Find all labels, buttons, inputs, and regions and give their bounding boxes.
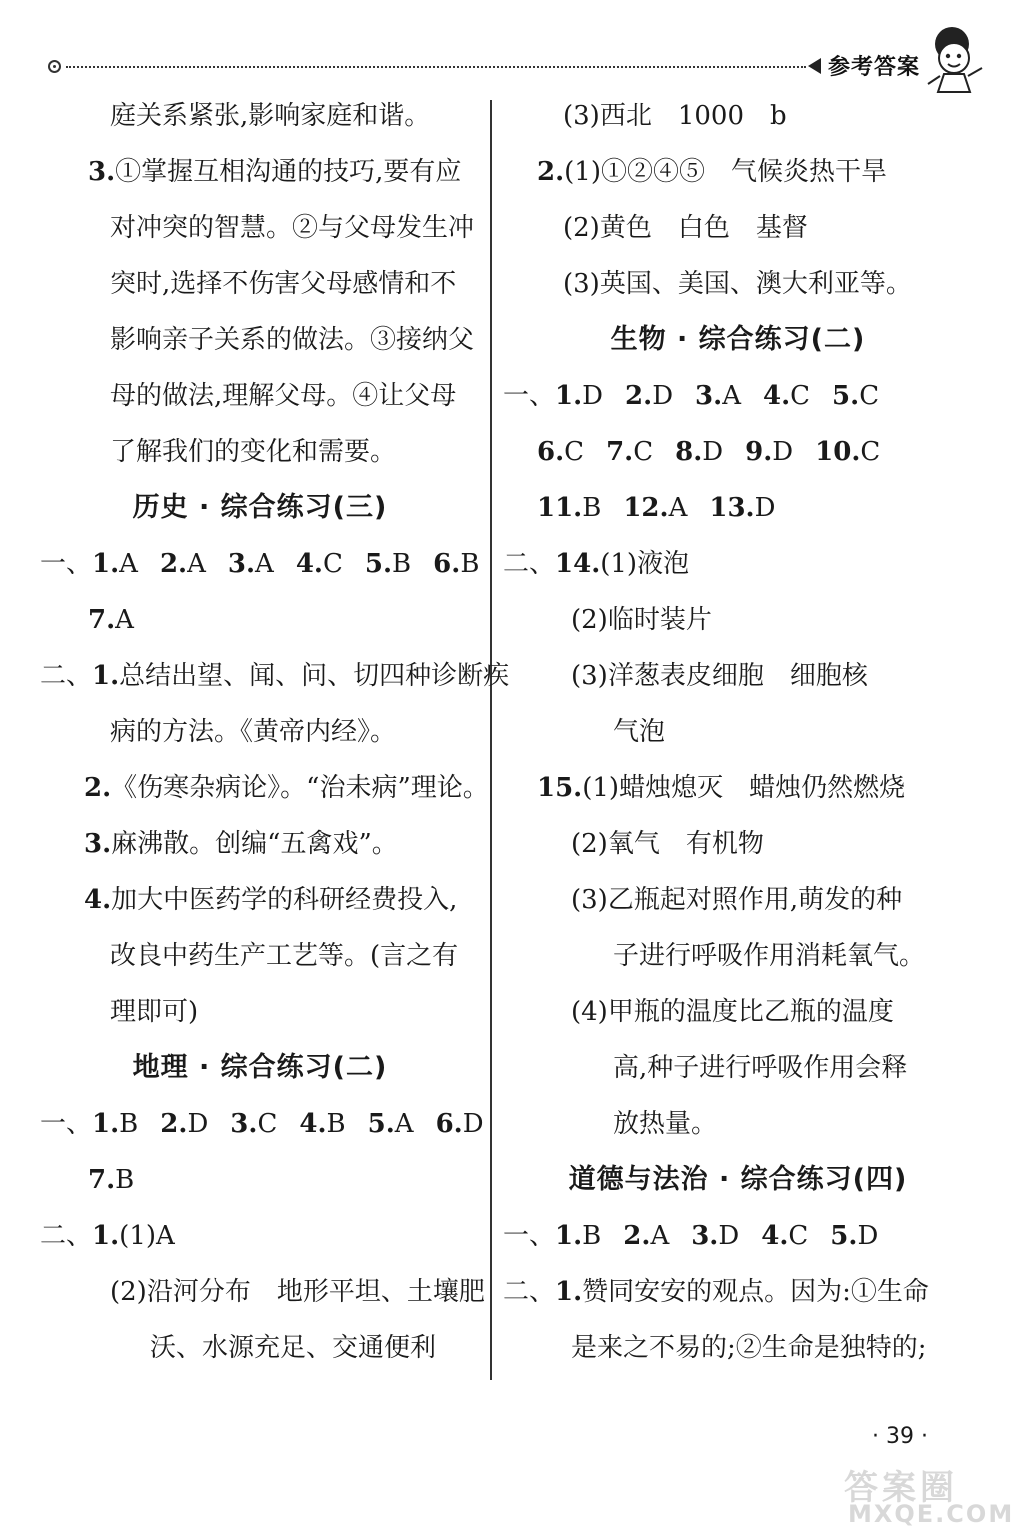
column-divider <box>490 100 492 1380</box>
answer-letter: A <box>119 549 138 579</box>
text-line: (3)西北 1000 b <box>563 101 787 131</box>
question-number: 3. <box>695 381 723 411</box>
answer-letter: B <box>392 549 412 579</box>
text-line: 对冲突的智慧。②与父母发生冲 <box>110 213 475 243</box>
answer-letter: C <box>322 549 343 579</box>
text-line: 母的做法,理解父母。④让父母 <box>110 381 457 411</box>
mc-answer <box>228 549 274 579</box>
answer-letter: B <box>582 1221 602 1251</box>
section-heading-moral-law: 道德与法治 · 综合练习(四) <box>568 1164 908 1195</box>
question-number: 6. <box>537 437 565 467</box>
question-number: 10. <box>815 437 861 467</box>
text-line: 高,种子进行呼吸作用会释 <box>613 1053 908 1083</box>
answer-letter: A <box>187 549 206 579</box>
mc-answer <box>623 1221 669 1251</box>
section-heading-history: 历史 · 综合练习(三) <box>132 492 388 523</box>
mc-answer <box>368 1109 414 1139</box>
answer-letter: B <box>460 549 480 579</box>
question-number: 4. <box>299 1109 327 1139</box>
section-heading-geography: 地理 · 综合练习(二) <box>132 1052 388 1083</box>
question-number: 13. <box>709 493 755 523</box>
mc-answer <box>763 381 810 411</box>
mc-answer <box>299 1109 345 1139</box>
mc-answer <box>537 493 601 523</box>
question-number: 5. <box>832 381 860 411</box>
page-number: · 39 · <box>872 1424 928 1449</box>
question-number: 1. <box>92 549 120 579</box>
header-dotted-rule <box>66 66 806 68</box>
mc-answer <box>296 549 343 579</box>
question-number: 3. <box>230 1109 258 1139</box>
mc-answer <box>761 1221 808 1251</box>
answer-letter: C <box>859 381 880 411</box>
mc-answer <box>745 437 793 467</box>
mc-answer <box>230 1109 277 1139</box>
answer-3: 3.①掌握互相沟通的技巧,要有应 <box>88 157 462 187</box>
text-line: 气泡 <box>613 717 666 747</box>
text-line: 了解我们的变化和需要。 <box>110 437 397 467</box>
answer-letter: D <box>652 381 674 411</box>
mc-group <box>537 493 775 523</box>
mc-answer <box>537 437 584 467</box>
biology-answer-15: 15.(1)蜡烛熄灭 蜡烛仍然燃烧 <box>537 773 906 803</box>
text-line: (2)沿河分布 地形平坦、土壤肥 <box>110 1277 485 1307</box>
mascot-icon <box>918 24 990 96</box>
header-title: 参考答案 <box>828 55 921 80</box>
text-line: 沃、水源充足、交通便利 <box>150 1333 437 1363</box>
watermark-text-top: 答案圈 <box>844 1468 958 1508</box>
history-answer-3: 3.麻沸散。创编“五禽戏”。 <box>84 829 398 859</box>
question-number: 4. <box>761 1221 789 1251</box>
text-line: (2)氧气 有机物 <box>571 829 764 859</box>
text-line: (2)黄色 白色 基督 <box>563 213 808 243</box>
biology-choice-row <box>537 424 973 480</box>
geography-choice-row <box>88 1152 480 1208</box>
question-number: 2. <box>159 549 188 579</box>
answer-letter: D <box>857 1221 879 1251</box>
text-line: 病的方法。《黄帝内经》。 <box>110 717 397 747</box>
geo-answer-2: 2.(1)①②④⑤ 气候炎热干旱 <box>537 157 887 187</box>
answer-letter: D <box>754 493 776 523</box>
answer-letter: D <box>582 381 604 411</box>
left-column <box>40 88 510 1376</box>
watermark-text-bottom: MXQE.COM <box>848 1500 1015 1528</box>
question-number: 4. <box>762 381 791 411</box>
text-line: 子进行呼吸作用消耗氧气。 <box>613 941 926 971</box>
answer-letter: C <box>790 381 811 411</box>
answer-letter: D <box>702 437 724 467</box>
question-number: 4. <box>295 549 323 579</box>
question-number: 2. <box>623 1221 651 1251</box>
moral-answer-1: 二、1.赞同安安的观点。因为:①生命 <box>503 1277 929 1307</box>
question-number: 7. <box>606 437 634 467</box>
answer-letter: A <box>115 605 134 635</box>
question-number: 5. <box>830 1221 858 1251</box>
answer-letter: A <box>668 493 688 523</box>
text-line: 改良中药生产工艺等。(言之有 <box>110 941 459 971</box>
question-number: 12. <box>623 493 669 523</box>
answer-letter: C <box>860 437 881 467</box>
answer-letter: C <box>633 437 654 467</box>
answer-letter: C <box>564 437 585 467</box>
answer-letter: A <box>722 381 741 411</box>
mc-group <box>92 1109 484 1139</box>
mc-group <box>537 437 880 467</box>
question-number: 3. <box>227 549 256 579</box>
mc-answer <box>433 549 479 579</box>
text-line: 放热量。 <box>613 1109 718 1139</box>
history-answer-2: 2.《伤寒杂病论》。“治未病”理论。 <box>84 773 489 803</box>
text-line: (2)临时装片 <box>571 605 712 635</box>
question-number: 1. <box>92 1109 120 1139</box>
mc-answer <box>88 1165 134 1195</box>
question-number: 2. <box>160 1109 188 1139</box>
answer-letter: B <box>115 1165 135 1195</box>
history-answer-1: 二、1.总结出望、闻、问、切四种诊断疾 <box>40 661 510 691</box>
history-choice-row: 一、1.A 2.A 3.A 4.C 5.B 6.B <box>40 549 480 579</box>
mc-answer <box>88 605 134 635</box>
biology-answer-14: 二、14.(1)液泡 <box>503 549 690 579</box>
mc-group <box>555 381 879 411</box>
mc-answer <box>815 437 880 467</box>
geography-answer-1: 二、1.(1)A <box>40 1221 175 1251</box>
mc-answer <box>695 381 741 411</box>
answer-letter: C <box>257 1109 278 1139</box>
answer-letter: D <box>718 1221 740 1251</box>
question-number: 1. <box>555 381 583 411</box>
question-number: 8. <box>675 437 703 467</box>
biology-choice-row: 一、1.D 2.D 3.A 4.C 5.C <box>503 381 880 411</box>
answer-letter: C <box>788 1221 809 1251</box>
text-line: 突时,选择不伤害父母感情和不 <box>110 269 457 299</box>
question-number: 2. <box>625 381 653 411</box>
mc-answer <box>832 381 879 411</box>
mc-answer <box>675 437 723 467</box>
text-line: (4)甲瓶的温度比乙瓶的温度 <box>571 997 894 1027</box>
geography-choice-row: 一、1.B 2.D 3.C 4.B 5.A 6.D <box>40 1109 484 1139</box>
mc-answer <box>606 437 653 467</box>
header-arrow-icon <box>808 58 821 74</box>
mc-answer <box>830 1221 878 1251</box>
question-number: 11. <box>537 493 583 523</box>
text-line: 影响亲子关系的做法。③接纳父 <box>110 325 475 355</box>
answer-letter: D <box>772 437 794 467</box>
answer-letter: D <box>187 1109 209 1139</box>
mc-answer <box>625 381 673 411</box>
question-number: 9. <box>745 437 773 467</box>
mc-answer <box>555 1221 601 1251</box>
answer-letter: B <box>119 1109 139 1139</box>
section-heading-biology: 生物 · 综合练习(二) <box>610 324 866 355</box>
question-number: 5. <box>367 1109 395 1139</box>
mc-answer <box>160 1109 208 1139</box>
mc-answer <box>92 1109 138 1139</box>
question-number: 3. <box>691 1221 719 1251</box>
question-number: 5. <box>364 549 393 579</box>
header-circle-ornament <box>48 60 61 73</box>
question-number: 6. <box>435 1109 463 1139</box>
biology-choice-row <box>537 480 973 536</box>
history-answer-4: 4.加大中医药学的科研经费投入, <box>84 885 458 915</box>
mc-group <box>88 1165 134 1195</box>
answer-letter: D <box>462 1109 484 1139</box>
question-number: 6. <box>433 549 461 579</box>
mc-answer <box>709 493 775 523</box>
mc-answer <box>365 549 411 579</box>
text-line: 理即可) <box>110 997 199 1027</box>
history-choice-row <box>88 592 480 648</box>
answer-letter: A <box>255 549 274 579</box>
text-line: 庭关系紧张,影响家庭和谐。 <box>110 101 431 131</box>
mc-group <box>92 549 479 579</box>
text-line: 是来之不易的;②生命是独特的; <box>571 1333 927 1363</box>
mc-answer <box>623 493 687 523</box>
mc-answer <box>555 381 603 411</box>
answer-letter: B <box>582 493 602 523</box>
question-number: 1. <box>555 1221 583 1251</box>
text-line: (3)英国、美国、澳大利亚等。 <box>563 269 912 299</box>
moral-choice-row: 一、1.B 2.A 3.D 4.C 5.D <box>503 1221 879 1251</box>
answer-letter: A <box>394 1109 414 1139</box>
mc-answer <box>92 549 138 579</box>
answer-letter: A <box>650 1221 670 1251</box>
text-line: (3)洋葱表皮细胞 细胞核 <box>571 661 868 691</box>
question-number: 7. <box>88 605 116 635</box>
watermark-logo <box>836 1460 1015 1530</box>
right-column <box>503 88 973 1376</box>
mc-answer <box>691 1221 739 1251</box>
mc-answer <box>436 1109 484 1139</box>
mc-answer <box>160 549 206 579</box>
page-header <box>0 0 1016 100</box>
question-number: 7. <box>88 1165 116 1195</box>
mc-group <box>555 1221 878 1251</box>
mc-group <box>88 605 134 635</box>
text-line: (3)乙瓶起对照作用,萌发的种 <box>571 885 903 915</box>
answer-letter: B <box>326 1109 346 1139</box>
